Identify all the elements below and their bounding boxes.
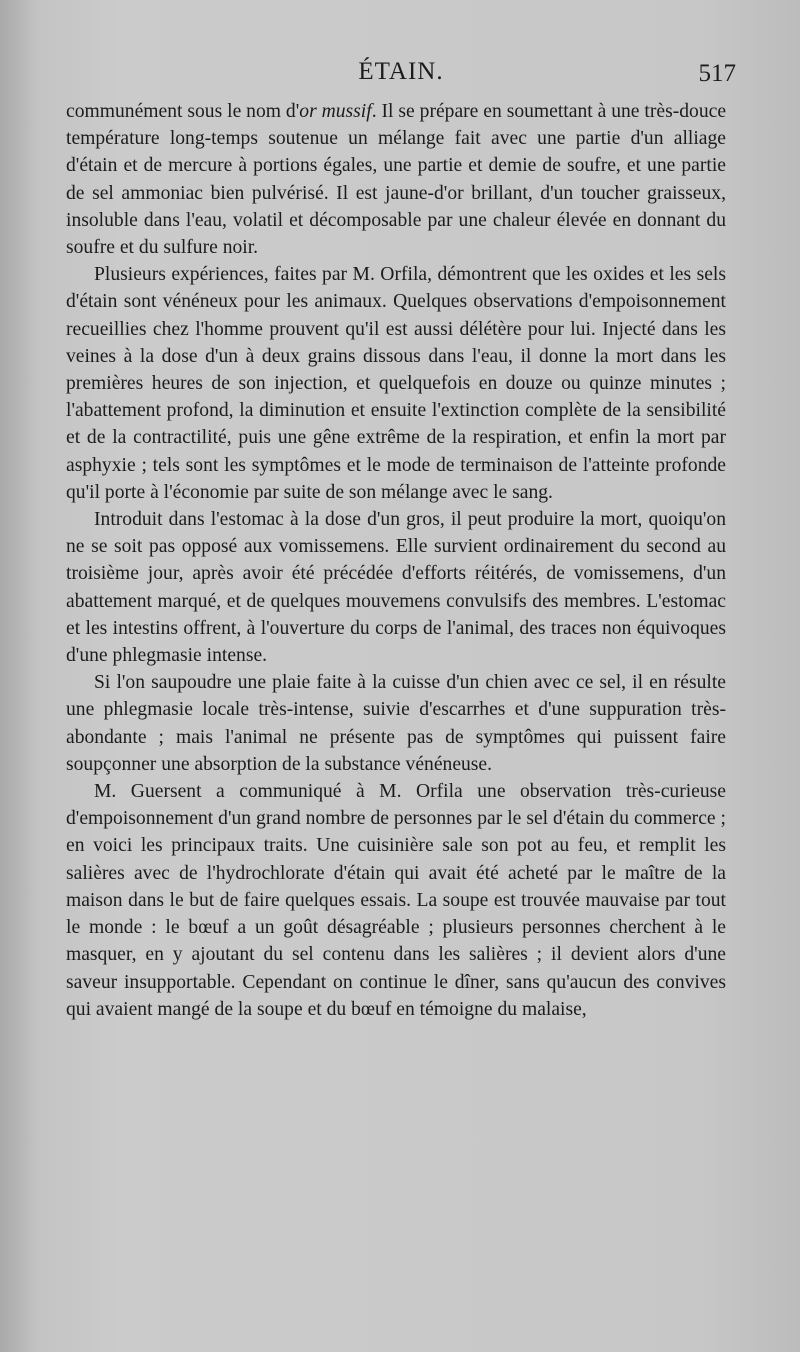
paragraph-5: M. Guersent a communiqué à M. Orfila une observation très-curieuse d'empoisonnement d'un grand nombre de personnes par le sel d'étain du commerce ; en voici les principaux traits. Une cuisinière sale son pot au feu, et remplit les salières avec de l'hydrochlorate d'étain qui avait été acheté par le maître de la maison dans le but de faire quelques essais. La soupe est trouvée mauvaise par tout le monde : le bœuf a un goût désagréable ; plusieurs personnes cherchent à le masquer, en y ajoutant du sel contenu dans les salières ; il devient alors d'une saveur insupportable. Cependant on continue le dîner, sans qu'aucun des convives qui avaient mangé de la soupe et du bœuf en témoigne du malaise, [66, 781, 726, 1020]
italic-term: or mussif [299, 101, 372, 122]
paragraph-4: Si l'on saupoudre une plaie faite à la cuisse d'un chien avec ce sel, il en résulte une phlegmasie locale très-intense, suivie d'escarrhes et d'une suppuration très-abondante ; mais l'animal ne présente pas de symptômes qui puissent faire soupçonner une absorption de la substance vénéneuse. [66, 672, 726, 775]
running-title: ÉTAIN. [358, 58, 444, 85]
body-text [66, 98, 726, 1023]
paragraph-3: Introduit dans l'estomac à la dose d'un gros, il peut produire la mort, quoiqu'on ne se soit pas opposé aux vomissemens. Elle survient ordinairement du second au troisième jour, après avoir été précédée d'efforts réitérés, de vomissemens, d'un abattement marqué, et de quelques mouvemens convulsifs des membres. L'estomac et les intestins offrent, à l'ouverture du corps de l'animal, des traces non équivoques d'une phlegmasie intense. [66, 509, 726, 667]
page-number: 517 [698, 60, 736, 87]
paragraph-1-start: communément sous le nom d' [66, 101, 300, 122]
paragraph-2: Plusieurs expériences, faites par M. Orfila, démontrent que les oxides et les sels d'étain sont vénéneux pour les animaux. Quelques observations d'empoisonnement recueillies chez l'homme prouvent qu'il est aussi délétère pour lui. Injecté dans les veines à la dose d'un à deux grains dissous dans l'eau, il donne la mort dans les premières heures de son injection, et quelquefois en douze ou quinze minutes ; l'abattement profond, la diminution et ensuite l'extinction complète de la sensibilité et de la contractilité, puis une gêne extrême de la respiration, et enfin la mort par asphyxie ; tels sont les symptômes et le mode de terminaison de l'atteinte profonde qu'il porte à l'économie par suite de son mélange avec le sang. [66, 264, 726, 503]
page-header [66, 58, 736, 92]
paragraph-1 [66, 98, 726, 261]
paragraph-1-rest: . Il se prépare en soumettant à une très-douce température long-temps soutenue un mélange fait avec une partie d'un alliage d'étain et de mercure à portions égales, une partie et demie de soufre, et une partie de sel ammoniac bien pulvérisé. Il est jaune-d'or brillant, d'un toucher graisseux, insoluble dans l'eau, volatil et décomposable par une chaleur élevée en donnant du soufre et du sulfure noir. [66, 101, 727, 259]
